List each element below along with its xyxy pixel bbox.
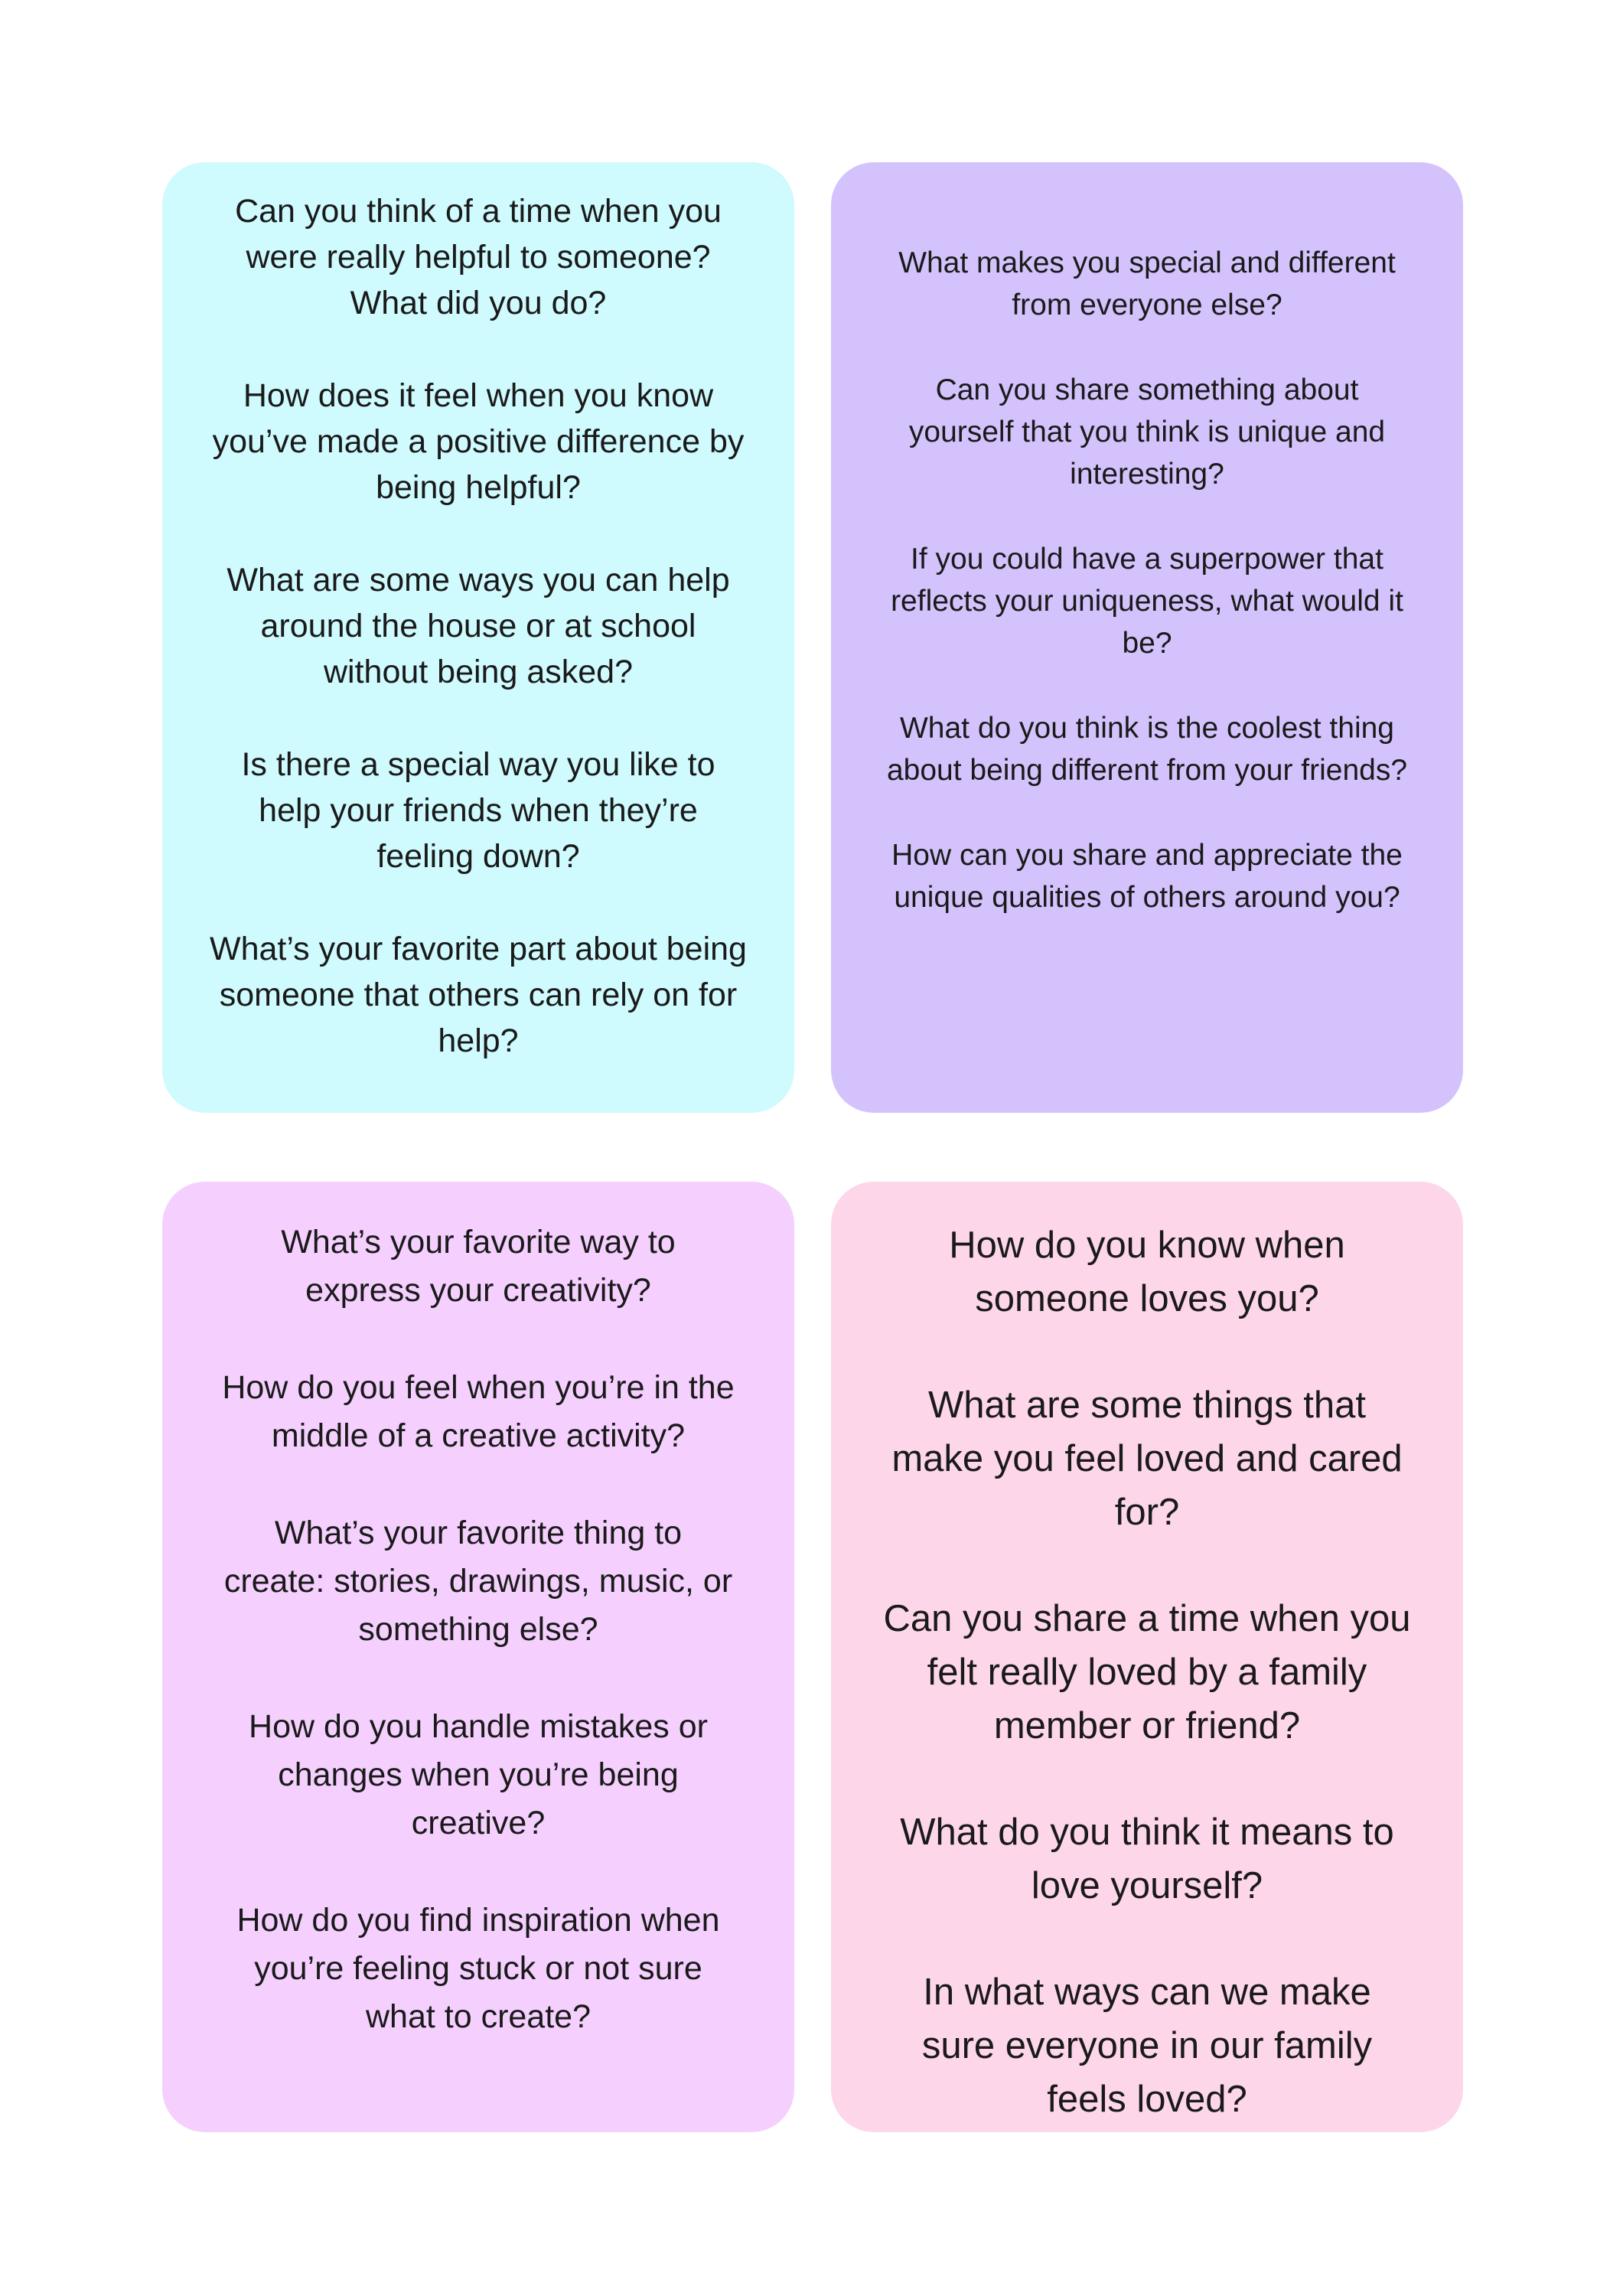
question-text: How can you share and appreciate the unique qualities of others around you? [891, 839, 1403, 914]
question-text: What are some ways you can help around the house or at school without being asked? [227, 562, 730, 690]
question-text: Can you share a time when you felt really loved by a family member or friend? [883, 1598, 1411, 1746]
question-text: How does it feel when you know you’ve made a positive difference by being helpful? [212, 377, 745, 506]
question-text: What are some things that make you feel loved and cared for? [891, 1384, 1403, 1533]
question-text: Is there a special way you like to help your friends when they’re feeling down? [241, 746, 715, 875]
question-text: In what ways can we make sure everyone in our family feels loved? [921, 1971, 1373, 2120]
question-text: If you could have a superpower that reflects your uniqueness, what would it be? [891, 543, 1403, 660]
question-text: How do you find inspiration when you’re feeling stuck or not sure what to create? [236, 1902, 720, 2035]
question-text: How do you feel when you’re in the middle of a creative activity? [222, 1369, 735, 1454]
question-text: Can you share something about yourself that you think is unique and interesting? [908, 373, 1386, 491]
question-text: What makes you special and different from everyone else? [898, 246, 1396, 321]
question-text: What’s your favorite thing to create: stories, drawings, music, or something else? [223, 1515, 733, 1648]
question-text: What’s your favorite way to express your creativity? [281, 1224, 676, 1309]
question-text: What’s your favorite part about being someone that others can rely on for help? [210, 931, 747, 1059]
card-love-questions [831, 1182, 1463, 2132]
question-text: Can you think of a time when you were really helpful to someone? What did you do? [235, 193, 722, 321]
question-text: What do you think is the coolest thing about being different from your friends? [886, 712, 1408, 787]
card-unique-questions [831, 162, 1463, 1113]
question-text: How do you handle mistakes or changes when you’re being creative? [249, 1708, 708, 1841]
card-creative-questions [162, 1182, 794, 2132]
question-text: What do you think it means to love yourself? [900, 1812, 1394, 1906]
card-helpful-questions [162, 162, 794, 1113]
question-text: How do you know when someone loves you? [949, 1225, 1345, 1319]
